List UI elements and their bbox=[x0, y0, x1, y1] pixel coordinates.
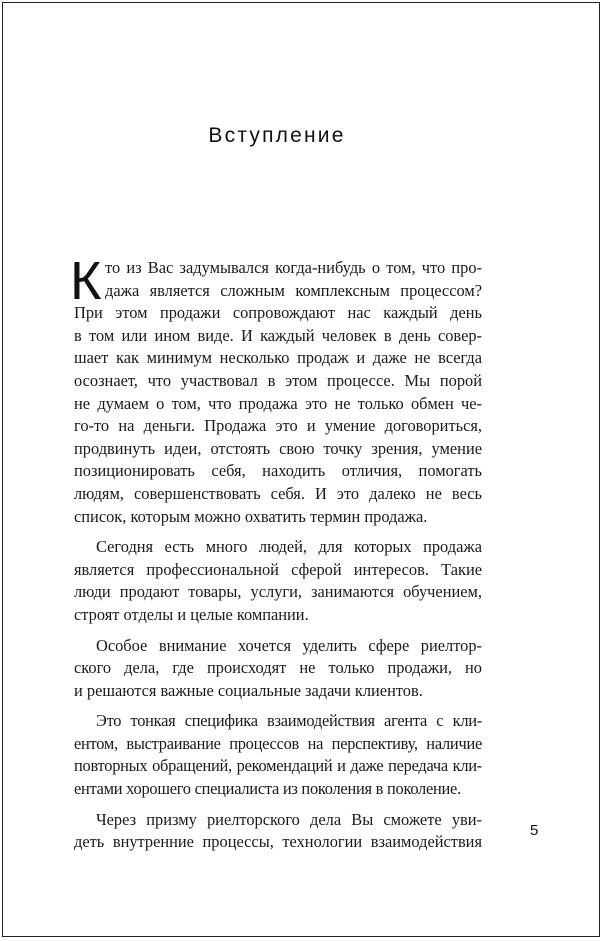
text-line: ентом, выстраивание процессов на перспективу, наличие bbox=[74, 733, 482, 753]
text-line: При этом продажи сопровождают нас каждый день bbox=[74, 303, 482, 323]
text-line: продвинуть идеи, отстоять свою точку зрения, умение bbox=[74, 438, 482, 458]
paragraph bbox=[70, 251, 482, 528]
paragraph bbox=[74, 536, 482, 626]
text-line: является профессиональной сферой интересов. Такие bbox=[74, 559, 482, 579]
paragraph bbox=[74, 710, 482, 800]
text-line: повторных обращений, рекомендаций и даже передача кли- bbox=[74, 756, 482, 776]
text-line: ентами хорошего специалиста из поколения в поколение. bbox=[74, 779, 461, 799]
text-line: Сегодня есть много людей, для которых продажа bbox=[96, 537, 482, 557]
text-line: осознает, что участвовал в этом процессе. Мы порой bbox=[74, 370, 482, 390]
text-line: го-то на деньги. Продажа это и умение договориться, bbox=[74, 416, 482, 436]
text-line: строят отделы и целые компании. bbox=[74, 604, 309, 624]
drop-cap: К bbox=[70, 251, 102, 311]
text-line: люди продают товары, услуги, занимаются обучением, bbox=[74, 582, 482, 602]
body-text bbox=[70, 251, 482, 854]
text-line: ского дела, где происходят не только продажи, но bbox=[74, 658, 482, 678]
text-line: список, которым можно охватить термин продажа. bbox=[74, 506, 428, 526]
text-line: деть внутренние процессы, технологии взаимодействия bbox=[74, 832, 482, 852]
text-line: Особое внимание хочется уделить сфере риелтор- bbox=[96, 635, 482, 655]
text-line: шает как минимум несколько продаж и даже не всегда bbox=[74, 348, 482, 368]
chapter-title: Вступление bbox=[208, 124, 346, 147]
text-line: Это тонкая специфика взаимодействия агента с кли- bbox=[96, 711, 482, 731]
text-line: и решаются важные социальные задачи клиентов. bbox=[74, 680, 423, 700]
text-line: в том или ином виде. И каждый человек в день совер- bbox=[74, 325, 482, 345]
text-line: то из Вас задумывался когда-нибудь о том, что про- bbox=[105, 258, 482, 277]
text-line: Через призму риелторского дела Вы сможете уви- bbox=[96, 809, 482, 829]
paragraph bbox=[74, 809, 482, 854]
text-line: людям, совершенствовать себя. И это далеко не весь bbox=[74, 483, 482, 503]
text-line: дажа является сложным комплексным процессом? bbox=[105, 280, 482, 300]
page-number: 5 bbox=[530, 822, 539, 839]
text-line: позиционировать себя, находить отличия, помогать bbox=[74, 461, 482, 481]
text-line: не думаем о том, что продажа это не только обмен че- bbox=[74, 393, 482, 413]
paragraph bbox=[74, 635, 482, 703]
